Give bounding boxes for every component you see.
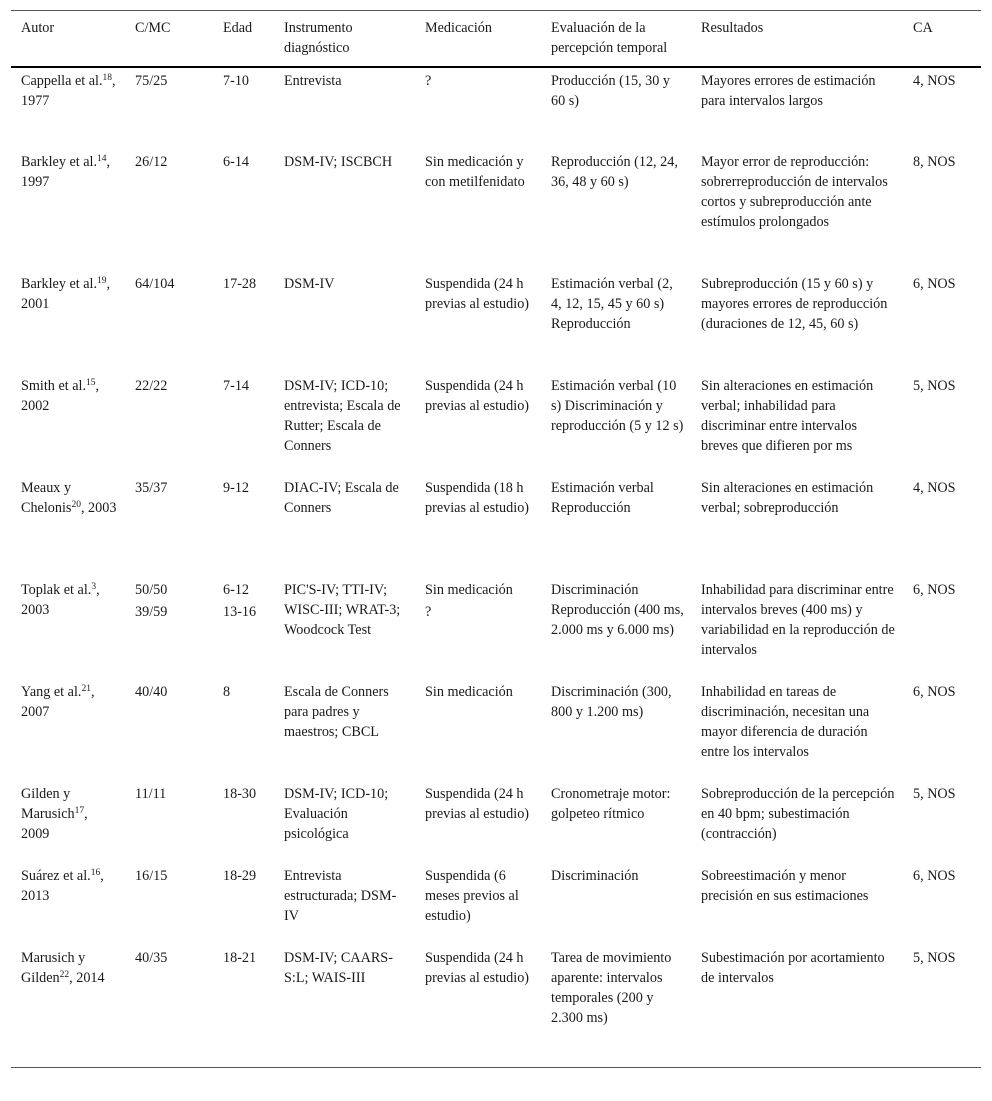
edad-value: 9-12 bbox=[223, 480, 250, 496]
edad-value: 8 bbox=[223, 684, 231, 700]
author-name: Gilden y Marusich bbox=[21, 786, 75, 822]
cell-medicacion bbox=[415, 475, 541, 577]
medicacion-value: Sin medicación bbox=[425, 582, 513, 598]
cell-edad bbox=[213, 475, 274, 577]
reference-number: 19 bbox=[97, 276, 107, 286]
cell-medicacion bbox=[415, 781, 541, 863]
cell-ca: 8, NOS bbox=[913, 154, 956, 170]
medicacion-value: Suspendida (18 h previas al estudio) bbox=[425, 480, 530, 516]
cell-edad bbox=[213, 863, 274, 945]
cell-resultados: Subestimación por acortamiento de intervalos bbox=[701, 950, 885, 986]
col-header-medicacion: Medicación bbox=[425, 20, 492, 36]
cmc-value: 11/11 bbox=[135, 786, 167, 802]
cell-cmc bbox=[125, 863, 213, 945]
edad-value: 13-16 bbox=[223, 604, 257, 620]
reference-number: 22 bbox=[59, 970, 70, 980]
edad-value: 18-21 bbox=[223, 950, 257, 966]
cell-medicacion bbox=[415, 149, 541, 271]
cell-resultados: Sobreestimación y menor precisión en sus estimaciones bbox=[701, 868, 869, 904]
cell-instrumento: Entrevista estructurada; DSM-IV bbox=[284, 868, 397, 924]
edad-value: 18-30 bbox=[223, 786, 257, 802]
cell-edad bbox=[213, 373, 274, 475]
cell-autor bbox=[11, 67, 125, 149]
cmc-value: 35/37 bbox=[135, 480, 168, 496]
reference-number: 16 bbox=[90, 868, 101, 878]
author-year: , 2003 bbox=[80, 500, 117, 516]
medicacion-value: Suspendida (24 h previas al estudio) bbox=[425, 276, 530, 312]
author-year: , 2003 bbox=[21, 582, 100, 618]
cell-evaluacion: Producción (15, 30 y 60 s) bbox=[551, 73, 671, 109]
cell-resultados: Mayor error de reproducción: sobrerreproducción de intervalos cortos y subreproducción ante estímulos prolongados bbox=[701, 154, 888, 230]
cell-medicacion bbox=[415, 271, 541, 373]
cell-ca: 6, NOS bbox=[913, 684, 956, 700]
table-row bbox=[11, 373, 981, 475]
medicacion-value: Sin medicación bbox=[425, 684, 513, 700]
cell-evaluacion: Estimación verbal Reproducción bbox=[551, 480, 654, 516]
cell-evaluacion: Discriminación (300, 800 y 1.200 ms) bbox=[551, 684, 672, 720]
cell-cmc bbox=[125, 781, 213, 863]
cell-evaluacion: Tarea de movimiento aparente: intervalos temporales (200 y 2.300 ms) bbox=[551, 950, 672, 1026]
medicacion-value: ? bbox=[425, 604, 432, 620]
table-row bbox=[11, 863, 981, 945]
cell-ca: 5, NOS bbox=[913, 950, 956, 966]
cell-cmc bbox=[125, 475, 213, 577]
edad-value: 6-12 bbox=[223, 582, 250, 598]
table-row bbox=[11, 577, 981, 679]
author-name: Cappella et al. bbox=[21, 73, 103, 89]
cell-medicacion bbox=[415, 373, 541, 475]
cell-resultados: Sin alteraciones en estimación verbal; sobreproducción bbox=[701, 480, 874, 516]
cmc-value: 40/40 bbox=[135, 684, 168, 700]
cell-edad bbox=[213, 149, 274, 271]
cmc-value: 16/15 bbox=[135, 868, 168, 884]
table-row bbox=[11, 149, 981, 271]
cell-medicacion bbox=[415, 945, 541, 1067]
medicacion-value: Suspendida (6 meses previos al estudio) bbox=[425, 868, 519, 924]
author-name: Suárez et al. bbox=[21, 868, 91, 884]
author-year: , 2001 bbox=[21, 276, 111, 312]
cell-instrumento: DSM-IV; CAARS-S:L; WAIS-III bbox=[284, 950, 393, 986]
author-year: , 2002 bbox=[21, 378, 100, 414]
author-year: , 1997 bbox=[21, 154, 111, 190]
cell-autor bbox=[11, 373, 125, 475]
edad-value: 18-29 bbox=[223, 868, 257, 884]
cell-ca: 6, NOS bbox=[913, 868, 956, 884]
cell-ca: 5, NOS bbox=[913, 786, 956, 802]
cell-edad bbox=[213, 577, 274, 679]
cmc-value: 22/22 bbox=[135, 378, 168, 394]
cell-ca: 4, NOS bbox=[913, 73, 956, 89]
cell-evaluacion: Cronometraje motor: golpeteo rítmico bbox=[551, 786, 671, 822]
author-name: Smith et al. bbox=[21, 378, 87, 394]
author-year: , 2014 bbox=[69, 970, 105, 986]
cell-edad bbox=[213, 945, 274, 1067]
reference-number: 21 bbox=[81, 684, 91, 694]
edad-value: 6-14 bbox=[223, 154, 250, 170]
author-year: , 1977 bbox=[21, 73, 116, 109]
cell-evaluacion: Reproducción (12, 24, 36, 48 y 60 s) bbox=[551, 154, 678, 190]
author-name: Barkley et al. bbox=[21, 276, 98, 292]
cell-resultados: Inhabilidad para discriminar entre intervalos breves (400 ms) y variabilidad en la reproducción de intervalos bbox=[701, 582, 895, 658]
cmc-value: 39/59 bbox=[135, 604, 168, 620]
medicacion-value: Suspendida (24 h previas al estudio) bbox=[425, 378, 530, 414]
cell-edad bbox=[213, 67, 274, 149]
author-name: Meaux y Chelonis bbox=[21, 480, 72, 516]
cell-instrumento: DSM-IV bbox=[284, 276, 335, 292]
cell-medicacion bbox=[415, 577, 541, 679]
cell-instrumento: DSM-IV; ICD-10; Evaluación psicológica bbox=[284, 786, 389, 842]
cell-medicacion bbox=[415, 863, 541, 945]
cell-edad bbox=[213, 781, 274, 863]
cell-evaluacion: Estimación verbal (2, 4, 12, 15, 45 y 60 s) Reproducción bbox=[551, 276, 673, 332]
cell-ca: 6, NOS bbox=[913, 582, 956, 598]
cell-medicacion bbox=[415, 679, 541, 781]
table-body bbox=[11, 67, 981, 1067]
cell-evaluacion: Discriminación Reproducción (400 ms, 2.000 ms y 6.000 ms) bbox=[551, 582, 684, 638]
cell-instrumento: PIC'S-IV; TTI-IV; WISC-III; WRAT-3; Woodcock Test bbox=[284, 582, 401, 638]
author-name: Yang et al. bbox=[21, 684, 82, 700]
author-name: Toplak et al. bbox=[21, 582, 92, 598]
col-header-resultados: Resultados bbox=[701, 20, 764, 36]
cell-instrumento: Escala de Conners para padres y maestros; CBCL bbox=[284, 684, 389, 740]
cmc-value: 75/25 bbox=[135, 73, 168, 89]
reference-number: 14 bbox=[97, 154, 107, 164]
cell-cmc bbox=[125, 373, 213, 475]
cell-autor bbox=[11, 475, 125, 577]
cmc-value: 50/50 bbox=[135, 582, 168, 598]
cell-resultados: Mayores errores de estimación para intervalos largos bbox=[701, 73, 876, 109]
medicacion-value: Suspendida (24 h previas al estudio) bbox=[425, 786, 530, 822]
medicacion-value: Sin medicación y con metilfenidato bbox=[425, 154, 525, 190]
studies-table bbox=[11, 10, 981, 1068]
cmc-value: 64/104 bbox=[135, 276, 175, 292]
cell-instrumento: DIAC-IV; Escala de Conners bbox=[284, 480, 399, 516]
author-year: , 2009 bbox=[21, 806, 88, 842]
col-header-ca: CA bbox=[913, 20, 933, 36]
cell-evaluacion: Estimación verbal (10 s) Discriminación y reproducción (5 y 12 s) bbox=[551, 378, 684, 434]
cell-cmc bbox=[125, 67, 213, 149]
cell-autor bbox=[11, 945, 125, 1067]
reference-number: 18 bbox=[102, 73, 113, 83]
cell-ca: 5, NOS bbox=[913, 378, 956, 394]
edad-value: 17-28 bbox=[223, 276, 257, 292]
cell-cmc bbox=[125, 577, 213, 679]
col-header-instrumento: Instrumento diagnóstico bbox=[284, 20, 353, 56]
cell-evaluacion: Discriminación bbox=[551, 868, 639, 884]
cmc-value: 26/12 bbox=[135, 154, 168, 170]
cell-autor bbox=[11, 781, 125, 863]
col-header-autor: Autor bbox=[21, 20, 55, 36]
cell-cmc bbox=[125, 149, 213, 271]
cell-cmc bbox=[125, 945, 213, 1067]
cell-autor bbox=[11, 577, 125, 679]
cell-instrumento: Entrevista bbox=[284, 73, 342, 89]
cell-resultados: Inhabilidad en tareas de discriminación, necesitan una mayor diferencia de duración entre los intervalos bbox=[701, 684, 870, 760]
cell-edad bbox=[213, 679, 274, 781]
cell-autor bbox=[11, 271, 125, 373]
cell-edad bbox=[213, 271, 274, 373]
cell-ca: 4, NOS bbox=[913, 480, 956, 496]
table-row bbox=[11, 679, 981, 781]
cell-autor bbox=[11, 679, 125, 781]
medicacion-value: ? bbox=[425, 73, 432, 89]
cell-autor bbox=[11, 863, 125, 945]
table-row bbox=[11, 271, 981, 373]
cell-autor bbox=[11, 149, 125, 271]
edad-value: 7-14 bbox=[223, 378, 250, 394]
reference-number: 3 bbox=[91, 582, 97, 592]
cell-cmc bbox=[125, 679, 213, 781]
medicacion-value: Suspendida (24 h previas al estudio) bbox=[425, 950, 530, 986]
cell-instrumento: DSM-IV; ISCBCH bbox=[284, 154, 393, 170]
author-name: Barkley et al. bbox=[21, 154, 98, 170]
cmc-value: 40/35 bbox=[135, 950, 168, 966]
table-row bbox=[11, 781, 981, 863]
table-row bbox=[11, 67, 981, 149]
cell-instrumento: DSM-IV; ICD-10; entrevista; Escala de Rutter; Escala de Conners bbox=[284, 378, 401, 454]
cell-resultados: Sin alteraciones en estimación verbal; inhabilidad para discriminar entre intervalos breves que difieren por ms bbox=[701, 378, 874, 454]
cell-resultados: Sobreproducción de la percepción en 40 bpm; subestimación (contracción) bbox=[701, 786, 895, 842]
cell-cmc bbox=[125, 271, 213, 373]
reference-number: 15 bbox=[86, 378, 96, 388]
table-header-row bbox=[11, 11, 981, 68]
author-year: , 2013 bbox=[21, 868, 104, 904]
col-header-cmc: C/MC bbox=[135, 20, 171, 36]
cell-ca: 6, NOS bbox=[913, 276, 956, 292]
table-row bbox=[11, 945, 981, 1067]
author-year: , 2007 bbox=[21, 684, 95, 720]
col-header-edad: Edad bbox=[223, 20, 253, 36]
table-row bbox=[11, 475, 981, 577]
cell-resultados: Subreproducción (15 y 60 s) y mayores errores de reproducción (duraciones de 12, 45, 60 s) bbox=[701, 276, 888, 332]
col-header-evaluacion: Evaluación de la percepción temporal bbox=[551, 20, 668, 56]
cell-medicacion bbox=[415, 67, 541, 149]
author-name: Marusich y Gilden bbox=[21, 950, 86, 986]
reference-number: 17 bbox=[74, 806, 85, 816]
reference-number: 20 bbox=[71, 500, 81, 510]
edad-value: 7-10 bbox=[223, 73, 250, 89]
